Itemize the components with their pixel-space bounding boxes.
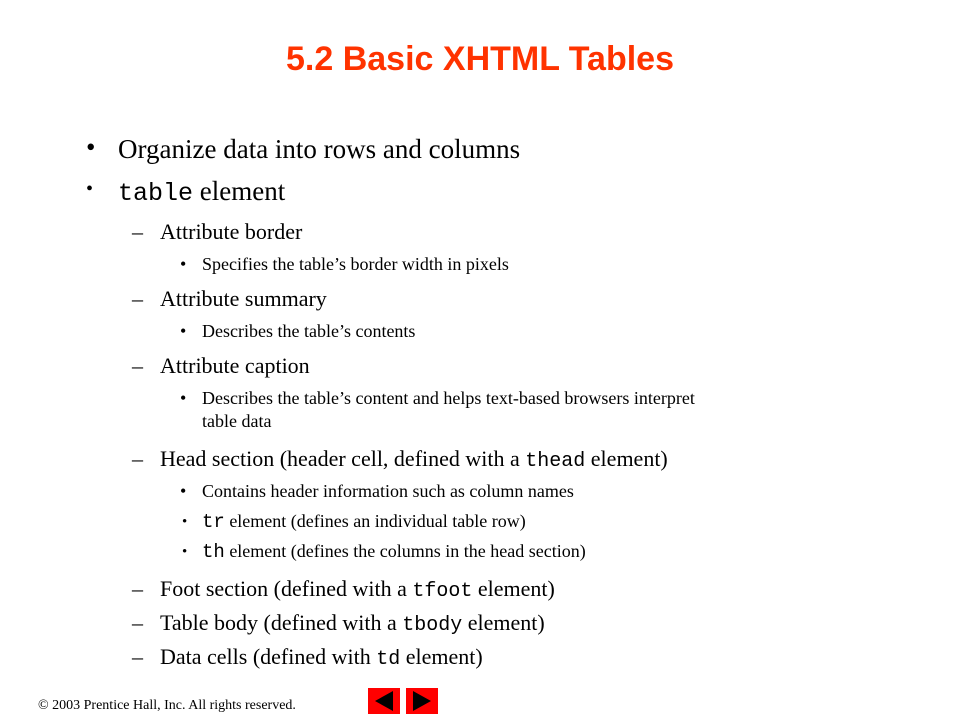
dash-marker: – — [132, 286, 143, 311]
dash-marker: – — [132, 610, 143, 635]
sub-head-section: Head section (header cell, defined with a thead element) — [160, 446, 668, 473]
detail-border: Specifies the table’s border width in pixels — [202, 254, 509, 274]
bullet-marker: • — [180, 388, 187, 408]
copyright-footer: © 2003 Prentice Hall, Inc. All rights reserved. — [38, 698, 296, 713]
dash-marker: – — [132, 353, 143, 378]
detail-caption-line2: table data — [202, 411, 272, 431]
sub-table-body: Table body (defined with a tbody element) — [160, 610, 545, 637]
arrow-left-icon — [368, 688, 400, 714]
sub-attribute-caption: Attribute caption — [160, 353, 310, 378]
detail-tr-element: tr element (defines an individual table row) — [202, 511, 526, 533]
dash-marker: – — [132, 644, 143, 669]
bullet-marker: • — [180, 481, 187, 501]
next-slide-button[interactable] — [406, 688, 438, 714]
detail-caption-line1: Describes the table’s content and helps text-based browsers interpret — [202, 388, 695, 408]
dash-marker: – — [132, 219, 143, 244]
bullet-marker: • — [182, 514, 188, 530]
sub-attribute-border: Attribute border — [160, 219, 303, 244]
bullet-marker: • — [180, 254, 187, 274]
detail-summary: Describes the table’s contents — [202, 321, 416, 341]
previous-slide-button[interactable] — [368, 688, 400, 714]
bullet-organize-data: Organize data into rows and columns — [118, 134, 521, 164]
bullet-marker: • — [86, 178, 94, 200]
sub-data-cells: Data cells (defined with td element) — [160, 644, 483, 671]
dash-marker: – — [132, 576, 143, 601]
sub-attribute-summary: Attribute summary — [160, 286, 327, 311]
sub-foot-section: Foot section (defined with a tfoot element) — [160, 576, 555, 603]
bullet-marker: • — [86, 132, 96, 162]
bullet-marker: • — [180, 321, 187, 341]
detail-th-element: th element (defines the columns in the head section) — [202, 541, 586, 563]
arrow-right-icon — [406, 688, 438, 714]
dash-marker: – — [132, 446, 143, 471]
bullet-table-element: table element — [118, 176, 286, 208]
detail-head-contains: Contains header information such as column names — [202, 481, 574, 501]
bullet-marker: • — [182, 544, 188, 560]
slide-title: 5.2 Basic XHTML Tables — [286, 40, 674, 78]
